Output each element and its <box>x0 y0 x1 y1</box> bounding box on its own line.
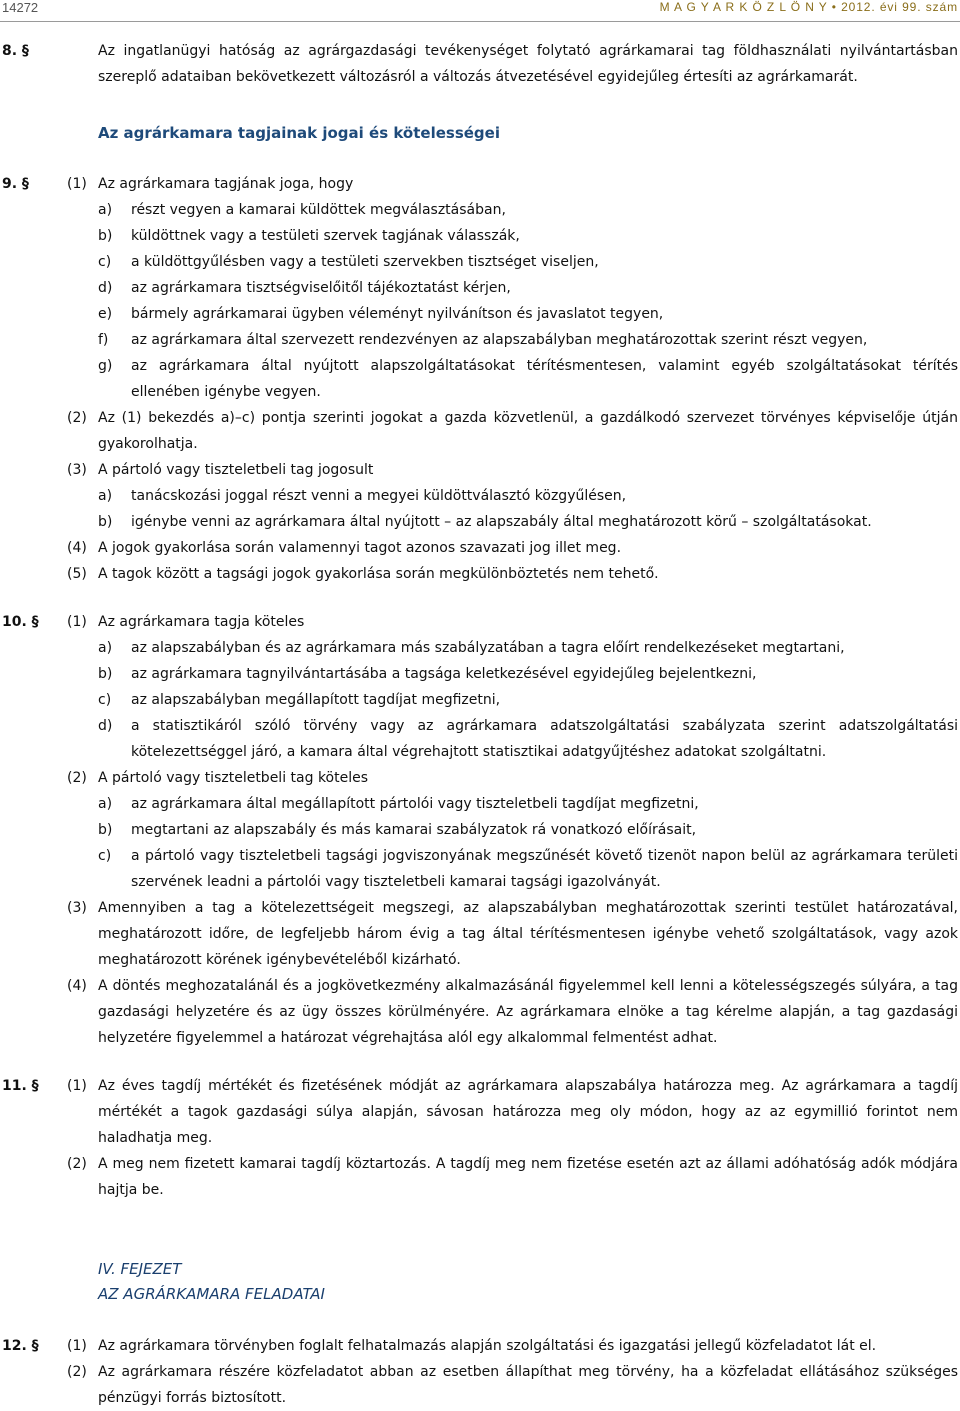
item-text: a küldöttgyűlésben vagy a testületi szervekben tisztséget viseljen, <box>131 254 599 270</box>
header-rule <box>0 21 960 22</box>
section-text: Az ingatlanügyi hatóság az agrárgazdasági tevékenységet folytató agrárkamarai tag földhasználati nyilvántartásban szereplő adataiban bekövetkezett változásról a változás átvezetésével egyidejűleg értesíti az agrárkamarát. <box>98 43 958 85</box>
item-text: az agrárkamara által megállapított pártolói vagy tiszteletbeli tagdíjat megfizetni, <box>131 796 699 812</box>
paragraph-text: A jogok gyakorlása során valamennyi tagot azonos szavazati jog illet meg. <box>98 540 622 556</box>
section-number: 11. § <box>2 1078 39 1094</box>
paragraph-text: A meg nem fizetett kamarai tagdíj köztartozás. A tagdíj meg nem fizetése esetén azt az állami adóhatóság adók módjára hajtja be. <box>98 1156 958 1198</box>
paragraph-number: (4) <box>67 978 87 994</box>
paragraph-text: Az (1) bekezdés a)–c) pontja szerinti jogokat a gazda közvetlenül, a gazdálkodó szervezet törvényes képviselője útján gyakorolhatja. <box>98 410 958 452</box>
paragraph-text: A pártoló vagy tiszteletbeli tag köteles <box>98 770 369 786</box>
item-label: g) <box>98 358 113 374</box>
item-label: a) <box>98 488 113 504</box>
page-number: 14272 <box>2 0 39 15</box>
section-number: 10. § <box>2 614 39 630</box>
item-text: az agrárkamara által szervezett rendezvényen az alapszabályban meghatározottak szerint részt vegyen, <box>131 332 868 348</box>
paragraph-number: (3) <box>67 900 87 916</box>
paragraph-text: Az agrárkamara tagja köteles <box>98 614 305 630</box>
paragraph-text: Az agrárkamara tagjának joga, hogy <box>98 176 354 192</box>
paragraph-text: Az éves tagdíj mértékét és fizetésének módját az agrárkamara alapszabálya határozza meg. Az agrárkamara a tagdíj mértékét a tagok gazdasági súlya alapján, sávosan határozza meg oly módon, hogy az az egymillió forintot nem haladhatja meg. <box>98 1078 958 1146</box>
item-text: küldöttnek vagy a testületi szervek tagjának válasszák, <box>131 228 520 244</box>
paragraph-number: (1) <box>67 614 87 630</box>
item-label: b) <box>98 228 113 244</box>
item-text: az agrárkamara tisztségviselőitől tájékoztatást kérjen, <box>131 280 511 296</box>
paragraph-number: (4) <box>67 540 87 556</box>
section-number: 12. § <box>2 1338 39 1354</box>
item-label: a) <box>98 202 113 218</box>
paragraph-text: A döntés meghozatalánál és a jogkövetkezmény alkalmazásánál figyelemmel kell lenni a kötelességszegés súlyára, a tag gazdasági helyzetére és az ügy összes körülményére. Az agrárkamara elnöke a tag kérelme alapján, a tag gazdasági helyzetére figyelemmel a határozat végrehajtása alól egy alkalommal felmentést adhat. <box>98 978 958 1046</box>
item-label: d) <box>98 280 113 296</box>
paragraph-text: A pártoló vagy tiszteletbeli tag jogosult <box>98 462 374 478</box>
paragraph-number: (2) <box>67 1156 87 1172</box>
paragraph-number: (2) <box>67 410 87 426</box>
chapter-title: AZ AGRÁRKAMARA FELADATAI <box>98 1285 325 1303</box>
page-header <box>0 0 960 20</box>
paragraph-number: (1) <box>67 1078 87 1094</box>
item-text: megtartani az alapszabály és más kamarai szabályzatok rá vonatkozó előírásait, <box>131 822 697 838</box>
paragraph-number: (2) <box>67 1364 87 1380</box>
item-text: az alapszabályban és az agrárkamara más szabályzatában a tagra előírt rendelkezéseket megtartani, <box>131 640 845 656</box>
item-label: e) <box>98 306 113 322</box>
running-title: M A G Y A R K Ö Z L Ö N Y • 2012. évi 99. szám <box>659 0 958 14</box>
paragraph-text: A tagok között a tagsági jogok gyakorlása során megkülönböztetés nem tehető. <box>98 566 659 582</box>
subheading: Az agrárkamara tagjainak jogai és kötelességei <box>98 124 500 142</box>
item-text: az alapszabályban megállapított tagdíjat megfizetni, <box>131 692 501 708</box>
paragraph-text: Amennyiben a tag a kötelezettségeit megszegi, az alapszabályban meghatározottak szerinti testület határozatával, meghatározott időre, de legfeljebb három évig a tag által térítésmentesen igénybe vehető szolgáltatások, vagy azok meghatározott körének igénybevételéből kizárható. <box>98 900 958 968</box>
item-text: a pártoló vagy tiszteletbeli tagsági jogviszonyának megszűnését követő tizenöt napon belül az agrárkamara területi szervének leadni a pártolói vagy tiszteletbeli kamarai tagsági igazolványát. <box>131 848 958 890</box>
item-label: b) <box>98 822 113 838</box>
paragraph-number: (5) <box>67 566 87 582</box>
paragraph-number: (3) <box>67 462 87 478</box>
item-label: c) <box>98 848 112 864</box>
paragraph-number: (2) <box>67 770 87 786</box>
item-text: részt vegyen a kamarai küldöttek megválasztásában, <box>131 202 506 218</box>
section-number: 8. § <box>2 43 29 59</box>
item-label: b) <box>98 514 113 530</box>
item-text: az agrárkamara tagnyilvántartásába a tagsága keletkezésével egyidejűleg bejelentkezni, <box>131 666 757 682</box>
section-number: 9. § <box>2 176 29 192</box>
item-label: c) <box>98 692 112 708</box>
paragraph-number: (1) <box>67 1338 87 1354</box>
item-label: c) <box>98 254 112 270</box>
paragraph-number: (1) <box>67 176 87 192</box>
chapter-number: IV. FEJEZET <box>98 1260 182 1278</box>
paragraph-text: Az agrárkamara törvényben foglalt felhatalmazás alapján szolgáltatási és igazgatási jellegű közfeladatot lát el. <box>98 1338 877 1354</box>
paragraph-text: Az agrárkamara részére közfeladatot abban az esetben állapíthat meg törvény, ha a közfeladat ellátásához szükséges pénzügyi forrás biztosított. <box>98 1364 958 1406</box>
item-text: igénybe venni az agrárkamara által nyújtott – az alapszabály által meghatározott körű – szolgáltatásokat. <box>131 514 872 530</box>
item-label: a) <box>98 796 113 812</box>
item-label: f) <box>98 332 109 348</box>
item-text: az agrárkamara által nyújtott alapszolgáltatásokat térítésmentesen, valamint egyéb szolgáltatásokat térítés ellenében igénybe vegyen. <box>131 358 958 400</box>
item-text: tanácskozási joggal részt venni a megyei küldöttválasztó közgyűlésen, <box>131 488 627 504</box>
item-label: a) <box>98 640 113 656</box>
item-label: d) <box>98 718 113 734</box>
item-text: bármely agrárkamarai ügyben véleményt nyilvánítson és javaslatot tegyen, <box>131 306 664 322</box>
item-label: b) <box>98 666 113 682</box>
item-text: a statisztikáról szóló törvény vagy az agrárkamara adatszolgáltatási szabályzata szerint adatszolgáltatási kötelezettséggel járó, a kamara által végrehajtott statisztikai adatgyűjtéshez adatokat szolgáltatni. <box>131 718 958 760</box>
